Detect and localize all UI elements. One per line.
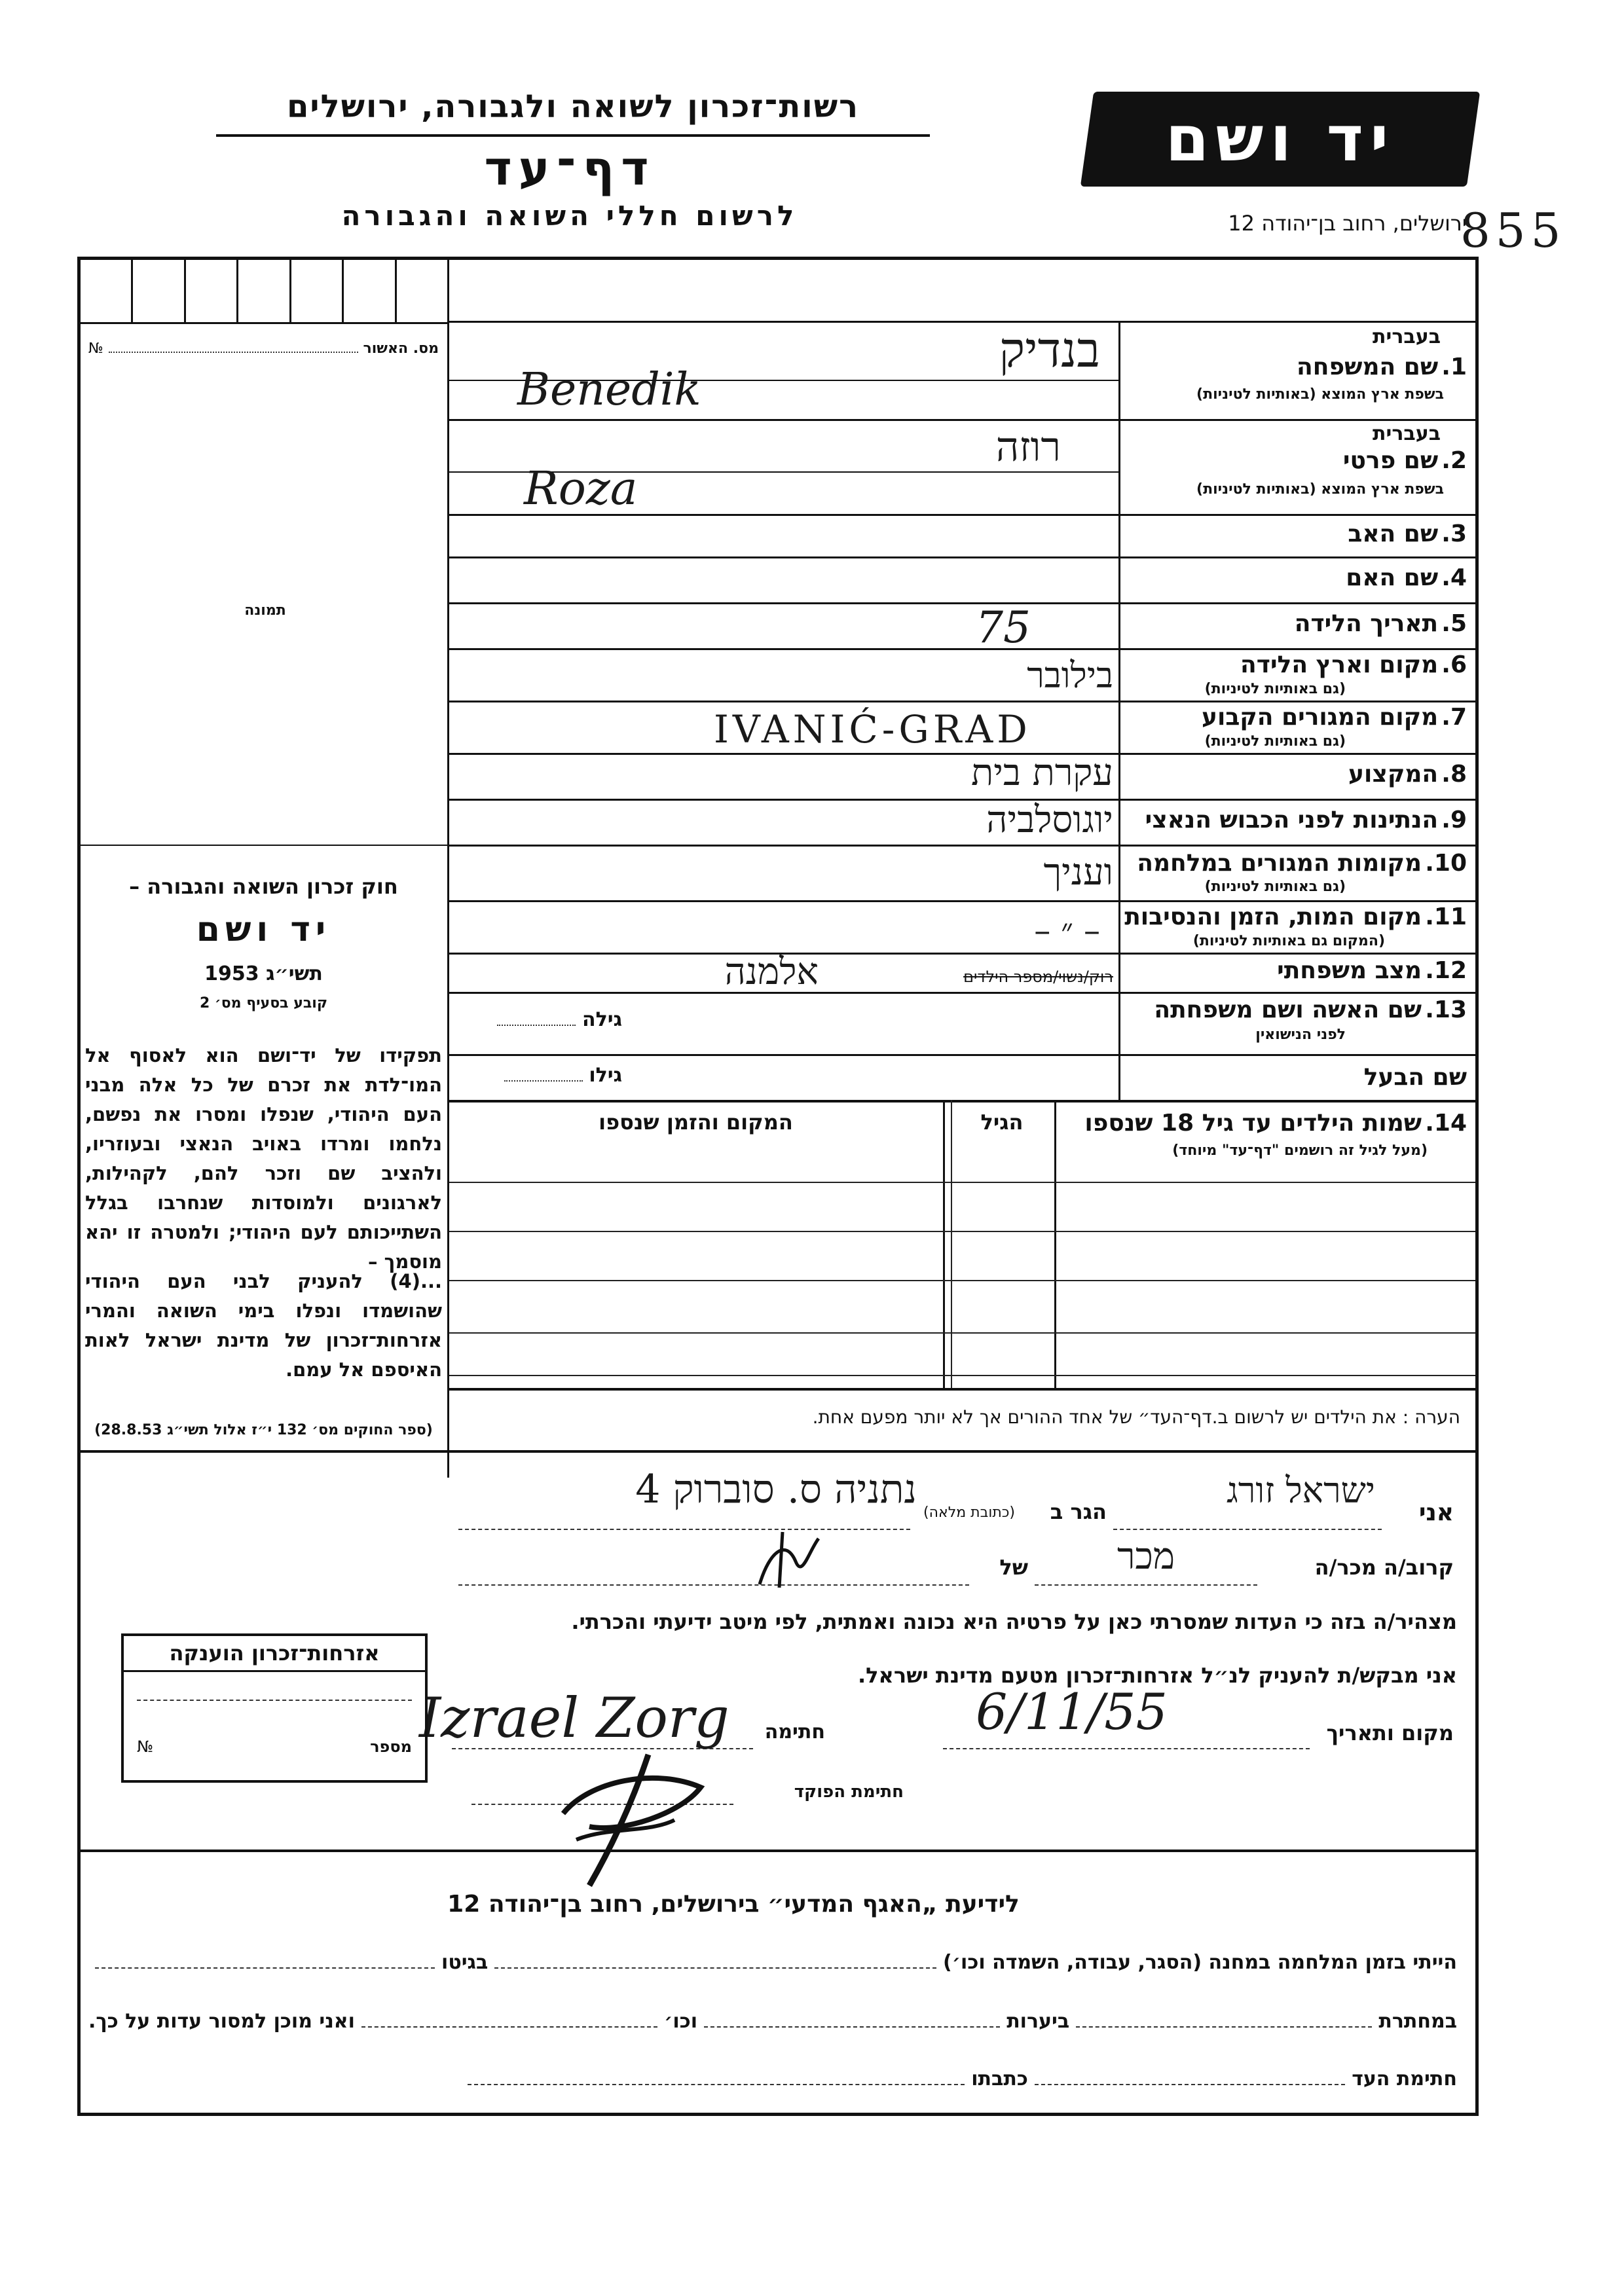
row-line-1 (449, 419, 1475, 421)
field-1-note: בשפת ארץ המוצא (באותיות לטיניות) (1196, 386, 1444, 403)
children-col-2b (951, 1100, 952, 1388)
field-7-value: IVANIĆ-GRAD (714, 707, 1031, 752)
children-row-4 (449, 1332, 1475, 1334)
children-label-row: 14. שמות הילדים עד גיל 18 שנספו (1084, 1110, 1467, 1137)
declaration-address-note: (כתובת מלאה) (923, 1504, 1015, 1521)
field-husband-label-row: שם הבעל (1363, 1064, 1467, 1091)
field-1-top-note: בעברית (1373, 325, 1441, 348)
field-4-label-row: 4. שם האם (1346, 564, 1467, 591)
declaration-resides-label: הגר ב (1050, 1499, 1107, 1524)
remark-text: הערה : את הילדים יש לרשום ב.דף־העד״ של אחד ההורים אך לא יותר מפעם אחת. (812, 1406, 1460, 1428)
law-top-line (81, 845, 447, 846)
row-line-9 (449, 845, 1475, 847)
law-text-purpose: תפקידו של יד־ושם הוא לאסוף אל המו־לדת את זכרם של כל אלה מבני העם היהודי, שנפלו ומסרו את נפשם, נלחמו ומרדו באויב הנאצי ובעוזריו, ולהציב שם וזכר להם, לקהילות, לארגונים ולמוסדות שנחרבו בגלל השתייכותם לעם היהודי; ולמטרה זו יהא מוסמך – (85, 1044, 442, 1273)
field-10-value: ועניך (1043, 851, 1113, 894)
field-2-value-hebrew: רוזה (995, 423, 1061, 471)
signature-label: חתימה (764, 1721, 825, 1743)
field-11-label-row: 11. מקום המות, הזמן והנסיבות (1124, 903, 1467, 930)
authority-underline (216, 134, 930, 137)
field-9-label-row: 9. הנתינות לפני הכבוש הנאצי (1145, 807, 1467, 833)
footer-ghetto-label: בגיטו (441, 1951, 489, 1974)
children-row-2 (449, 1231, 1475, 1232)
footer-forest-label: ביערות (1006, 2010, 1070, 2033)
label-column-border (1118, 321, 1120, 1100)
field-8-value: עקרת בית (971, 752, 1113, 794)
children-col-2 (943, 1100, 945, 1388)
footer-hiding-label: במחתרת (1378, 2010, 1457, 2033)
footer-camp-label: הייתי בזמן המלחמה במחנה (הסגר, עבודה, השמדה וכו׳) (943, 1951, 1457, 1974)
law-name: יד ושם (196, 910, 331, 949)
approval-number: מס. האשור № (88, 340, 439, 357)
field-9-value: יוגוסלביה (986, 799, 1113, 841)
officer-signature-mark (550, 1741, 720, 1892)
children-row-1 (449, 1182, 1475, 1183)
row-line-13 (449, 1054, 1475, 1056)
field-2-note: בשפת ארץ המוצא (באותיות לטיניות) (1196, 481, 1444, 498)
relation-line (1035, 1584, 1257, 1586)
footer-info-title: לידיעת „האגף המדעי״ בירושלים, רחוב בן־יהודה 12 (447, 1891, 1020, 1918)
children-col-age: הגיל (980, 1110, 1024, 1135)
row-line-4 (449, 602, 1475, 604)
row-line-5 (449, 648, 1475, 650)
sheet-number: 855 (1460, 203, 1566, 258)
field-5-value: 75 (976, 602, 1031, 653)
field-1-label-row: 1. שם המשפחה (1297, 354, 1467, 380)
relation-value: מכר (1116, 1535, 1175, 1578)
footer-witness-row (88, 2068, 1457, 2090)
authority-title: רשות־זכרון לשואה ולגבורה, ירושלים (286, 88, 860, 125)
row-line-6 (449, 701, 1475, 702)
citizenship-number-label: מספר (370, 1738, 412, 1756)
footer-witness-label: חתימת העד (1352, 2068, 1457, 2090)
law-source: (ספר החוקים מס׳ 132 י״ז אלול תשי״ג 28.8.53) (94, 1422, 433, 1438)
field-husband-age: גילו (458, 1064, 622, 1087)
citizenship-box-title: אזרחות־זכרון הוענקה (124, 1636, 425, 1672)
declarant-name: ישראל זורג (1227, 1470, 1375, 1511)
field-1-value-hebrew: בנדיק (999, 322, 1100, 378)
field-6-note: (גם באותיות לטיניות) (1204, 681, 1346, 697)
of-line (458, 1584, 969, 1586)
declarant-address: נתניה ס. סוברוק 4 (635, 1467, 917, 1512)
field-7-note: (גם באותיות לטיניות) (1204, 733, 1346, 750)
place-date-label: מקום ותאריך (1326, 1721, 1454, 1745)
declaration-statement: מצהיר/ה בזה כי העדות שמסרתי כאן על פרטיה היא נכונה ואמתית, לפי מיטב ידיעתי והכרתי. (571, 1609, 1457, 1634)
field-2-value-latin: Roza (524, 462, 638, 515)
field-2-top-note: בעברית (1373, 422, 1441, 445)
footer-ready-label: ואני מוכן למסור עדות על כך. (88, 2010, 355, 2033)
field-10-label-row: 10. מקומות המגורים במלחמה (1137, 850, 1467, 877)
row-line-3 (449, 556, 1475, 558)
place-date-value: 6/11/55 (976, 1683, 1168, 1741)
footer-address-label: כתבתו (971, 2068, 1028, 2090)
form-title: דף־עד (484, 141, 655, 196)
field-3-label-row: 3. שם האב (1348, 520, 1467, 547)
declaration-request: אני מבקש/ת להעניק לנ״ל אזרחות־זכרון מטעם מדינת ישראל. (858, 1663, 1457, 1688)
row-line-12 (449, 992, 1475, 994)
law-clause: קובע בסעיף מס׳ 2 (199, 995, 328, 1011)
law-year: תשי״ג 1953 (204, 962, 323, 985)
field-6-label-row: 6. מקום וארץ הלידה (1240, 651, 1467, 678)
declarant-line (1113, 1529, 1382, 1530)
address-line (458, 1529, 910, 1530)
row-line-10 (449, 900, 1475, 902)
citizenship-number-mark: № (137, 1738, 153, 1756)
photo-label: תמונה (244, 602, 286, 619)
remark-bottom-line (81, 1450, 1475, 1453)
footer-etc-label: וכו׳ (664, 2010, 698, 2033)
footer-top-line (81, 1850, 1475, 1852)
field-11-value: – ״ – (1034, 911, 1100, 949)
pen-mark (747, 1525, 825, 1597)
row-line-14 (449, 1100, 1475, 1102)
remark-top-line (449, 1388, 1475, 1391)
address-line: ירושלים, רחוב בן־יהודה 12 (1228, 211, 1467, 236)
row-line-11 (449, 953, 1475, 955)
officer-signature-label: חתימת הפוקד (794, 1782, 904, 1802)
footer-camp-row (88, 1951, 1457, 1974)
law-title: חוק זכרון השואה והגבורה – (129, 874, 398, 899)
declaration-i-label: אני (1418, 1499, 1454, 1526)
declaration-of-label: של (999, 1555, 1028, 1580)
signature-value: Izrael Zorg (419, 1686, 729, 1750)
children-col-place: המקום והזמן שנספו (599, 1110, 793, 1135)
field-6-value: בילובר (1027, 655, 1113, 696)
field-13-age: גילה (458, 1008, 622, 1031)
field-12-value: אלמנה (724, 951, 819, 993)
field-2-label-row: 2. שם פרטי (1342, 447, 1467, 474)
field-1-value-latin: Benedik (517, 364, 701, 416)
field-13-note: לפני הנישואין (1255, 1027, 1346, 1043)
id-boxes (81, 260, 447, 324)
form-subtitle: לרשום חללי השואה והגבורה (341, 200, 798, 232)
left-column-border (447, 260, 449, 1478)
children-col-1 (1054, 1100, 1056, 1388)
field-5-label-row: 5. תאריך הלידה (1294, 610, 1467, 637)
citizenship-box (121, 1633, 428, 1783)
field-8-label-row: 8. המקצוע (1348, 761, 1467, 788)
field-12-options: רוק/נשוי/מספר הילדים (963, 968, 1113, 986)
yad-vashem-logo: יד ושם (1080, 92, 1480, 187)
field-12-label-row: 12. מצב משפחתי (1277, 957, 1467, 984)
field-13-label-row: 13. שם האשה ושם משפחתה (1154, 996, 1467, 1023)
law-text-citizenship: ...(4) להעניק לבני העם היהודי שהושמדו ונפלו בימי השואה והמרי אזרחות־זכרון של מדינת ישראל לאות האיספם אל עמם. (85, 1270, 442, 1381)
field-11-note: (המקום גם באותיות לטיניות) (1192, 933, 1385, 949)
field-7-label-row: 7. מקום המגורים הקבוע (1202, 704, 1467, 731)
declaration-relative-label: קרוב/ה מכר/ה (1314, 1555, 1454, 1580)
place-date-line (943, 1748, 1310, 1749)
footer-hiding-row (88, 2010, 1457, 2033)
children-note: (מעל לגיל זה רושמים "דף־עד" מיוחד) (1172, 1142, 1428, 1159)
field-10-note: (גם באותיות לטיניות) (1204, 879, 1346, 895)
children-row-5 (449, 1375, 1475, 1376)
children-row-3 (449, 1280, 1475, 1281)
